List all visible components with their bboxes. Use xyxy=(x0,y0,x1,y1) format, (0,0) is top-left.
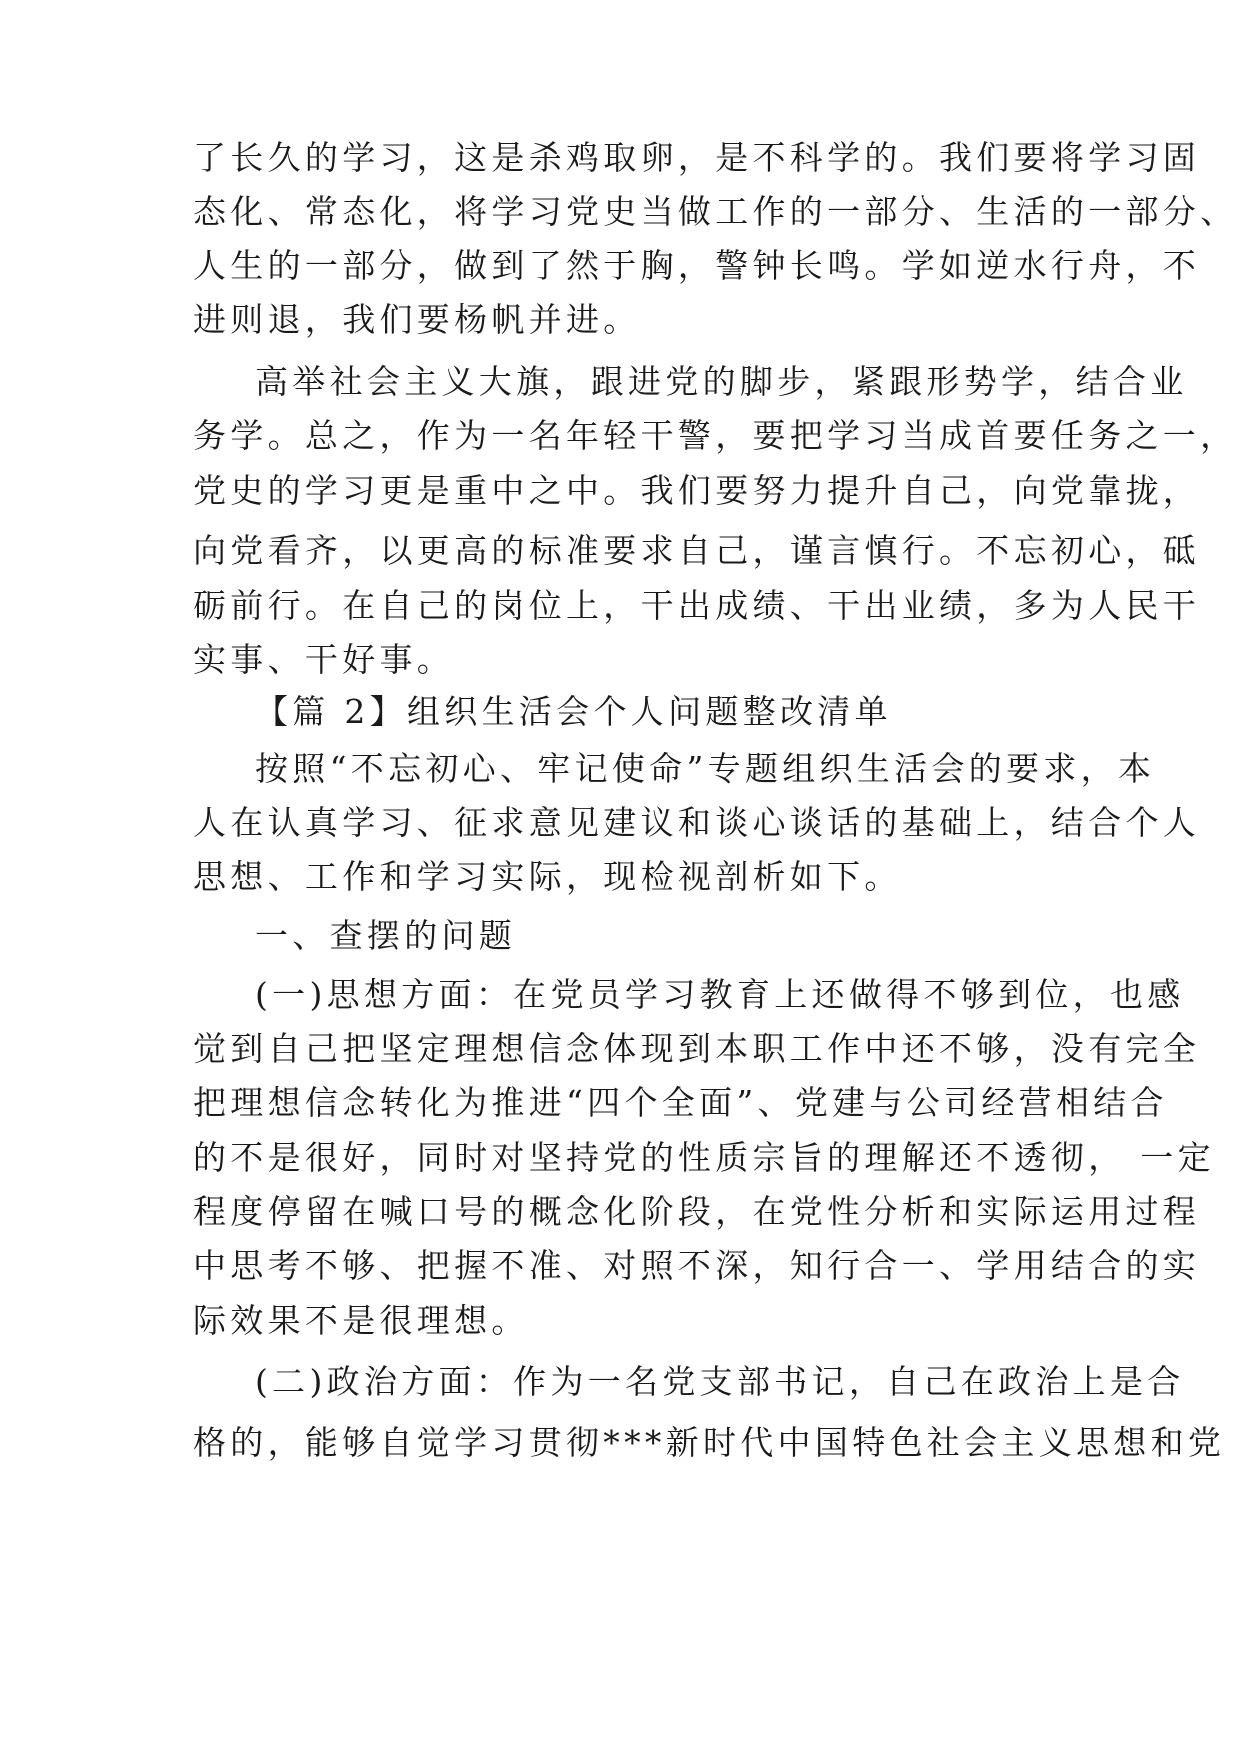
paragraph-line: 程度停留在喊口号的概念化阶段，在党性分析和实际运用过程 xyxy=(193,1192,1201,1231)
paragraph-line: 格的，能够自觉学习贯彻***新时代中国特色社会主义思想和党 xyxy=(193,1423,1226,1462)
paragraph-line: 中思考不够、把握不准、对照不深，知行合一、学用结合的实 xyxy=(193,1246,1201,1285)
subsection-heading: 一、查摆的问题 xyxy=(255,916,517,955)
paragraph-line: 际效果不是很理想。 xyxy=(193,1301,529,1340)
paragraph-line: 高举社会主义大旗，跟进党的脚步，紧跟形势学，结合业 xyxy=(255,362,1188,401)
paragraph-line: (一)思想方面：在党员学习教育上还做得不够到位，也感 xyxy=(255,975,1185,1014)
paragraph-line: 砺前行。在自己的岗位上，干出成绩、干出业绩，多为人民干 xyxy=(193,586,1201,625)
paragraph-line: 进则退，我们要杨帆并进。 xyxy=(193,300,641,339)
paragraph-line: 党史的学习更是重中之中。我们要努力提升自己，向党靠拢， xyxy=(193,471,1201,510)
paragraph-line: 实事、干好事。 xyxy=(193,640,455,679)
paragraph-line: 人生的一部分，做到了然于胸，警钟长鸣。学如逆水行舟，不 xyxy=(193,246,1201,285)
paragraph-line: 觉到自己把坚定理想信念体现到本职工作中还不够，没有完全 xyxy=(193,1029,1201,1068)
paragraph-line: 了长久的学习，这是杀鸡取卵，是不科学的。我们要将学习固 xyxy=(193,138,1201,177)
paragraph-line: 的不是很好，同时对坚持党的性质宗旨的理解还不透彻， 一定 xyxy=(193,1138,1215,1177)
paragraph-line: 把理想信念转化为推进“四个全面”、党建与公司经营相结合 xyxy=(193,1083,1168,1122)
paragraph-line: 态化、常态化，将学习党史当做工作的一部分、生活的一部分、 xyxy=(193,192,1238,231)
paragraph-line: (二)政治方面：作为一名党支部书记，自己在政治上是合 xyxy=(255,1362,1185,1401)
paragraph-line: 向党看齐，以更高的标准要求自己，谨言慎行。不忘初心，砥 xyxy=(193,531,1201,570)
paragraph-line: 按照“不忘初心、牢记使命”专题组织生活会的要求，本 xyxy=(255,749,1156,788)
paragraph-line: 思想、工作和学习实际，现检视剖析如下。 xyxy=(193,857,902,896)
paragraph-line: 人在认真学习、征求意见建议和谈心谈话的基础上，结合个人 xyxy=(193,803,1201,842)
section-heading: 【篇 2】组织生活会个人问题整改清单 xyxy=(255,692,892,731)
paragraph-line: 务学。总之，作为一名年轻干警，要把学习当成首要任务之一， xyxy=(193,416,1238,455)
